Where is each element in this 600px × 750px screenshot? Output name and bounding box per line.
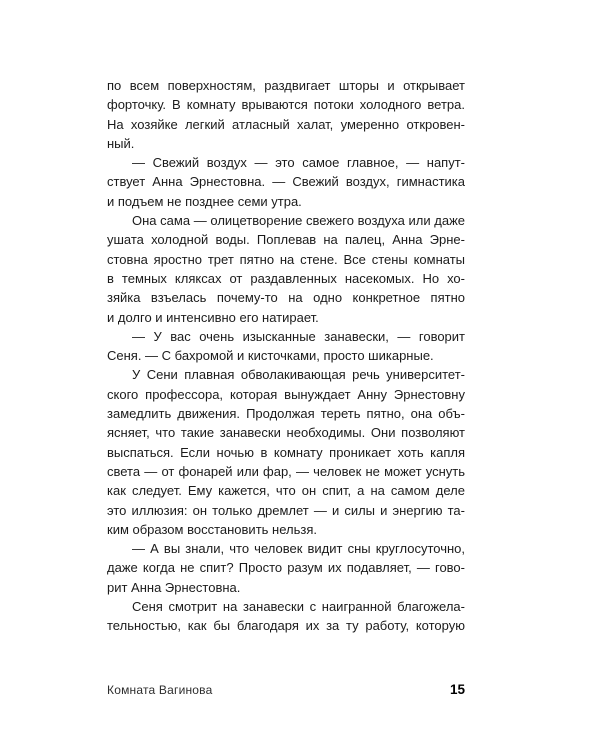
text-line: ким образом восстановить нельзя. (107, 521, 317, 537)
text-line: в темных кляксах от раздавленных насекомых. Но хо- (107, 270, 465, 286)
page-number: 15 (449, 682, 465, 697)
text-line: На хозяйке легкий атласный халат, умеренно откровен- (107, 116, 465, 132)
text-line: У Сени плавная обволакивающая речь университет- (132, 367, 465, 383)
text-line: света — от фонарей или фар, — человек не может уснуть (107, 463, 465, 479)
page-footer (107, 682, 465, 697)
text-line: как следует. Ему кажется, что он спит, а на самом деле (107, 483, 465, 499)
text-line: Сеня смотрит на занавески с наигранной благожела- (132, 599, 465, 615)
text-line: выспаться. Если ночью в комнату проникает хоть капля (107, 444, 465, 460)
text-line: замедлить движения. Продолжая тереть пятно, она объ- (107, 406, 465, 422)
text-line: Сеня. — С бахромой и кисточками, просто шикарные. (107, 348, 434, 364)
paragraph (107, 597, 465, 636)
text-line: ушата холодной воды. Поплевав на палец, Анна Эрне- (107, 232, 465, 248)
text-line: зяйка взъелась почему-то на одно конкретное пятно (107, 290, 465, 306)
text-line: стовна яростно трет пятно на стене. Все стены комнаты (107, 251, 465, 267)
text-line: Она сама — олицетворение свежего воздуха или даже (132, 213, 465, 229)
paragraph (107, 539, 465, 597)
text-line: — У вас очень изысканные занавески, — говорит (132, 328, 465, 344)
text-line: рит Анна Эрнестовна. (107, 579, 241, 595)
paragraph (107, 327, 465, 366)
text-line: ясняет, что такие занавески необходимы. Они позволяют (107, 425, 465, 441)
running-footer-title: Комната Вагинова (107, 683, 213, 697)
text-line: и долго и интенсивно его натирает. (107, 309, 319, 325)
text-line: — А вы знали, что человек видит сны круглосуточно, (132, 541, 465, 557)
text-line: это иллюзия: он только дремлет — и силы и энергию та- (107, 502, 465, 518)
text-line: ского профессора, которая вынуждает Анну Эрнестовну (107, 386, 465, 402)
paragraph (107, 153, 465, 211)
text-line: по всем поверхностям, раздвигает шторы и открывает (107, 78, 465, 93)
text-line: даже когда не спит? Просто разум их подавляет, — гово- (107, 560, 465, 576)
paragraph (107, 365, 465, 539)
paragraph (107, 211, 465, 327)
text-line: форточку. В комнату врываются потоки холодного ветра. (107, 97, 465, 113)
text-line: и подъем не позднее семи утра. (107, 193, 302, 209)
text-line: — Свежий воздух — это самое главное, — напут- (132, 155, 465, 171)
page-text (107, 76, 465, 636)
text-line: ствует Анна Эрнестовна. — Свежий воздух, гимнастика (107, 174, 465, 190)
text-line: тельностью, как бы благодаря их за ту работу, которую (107, 618, 465, 634)
paragraph (107, 76, 465, 153)
text-line: ный. (107, 135, 135, 151)
